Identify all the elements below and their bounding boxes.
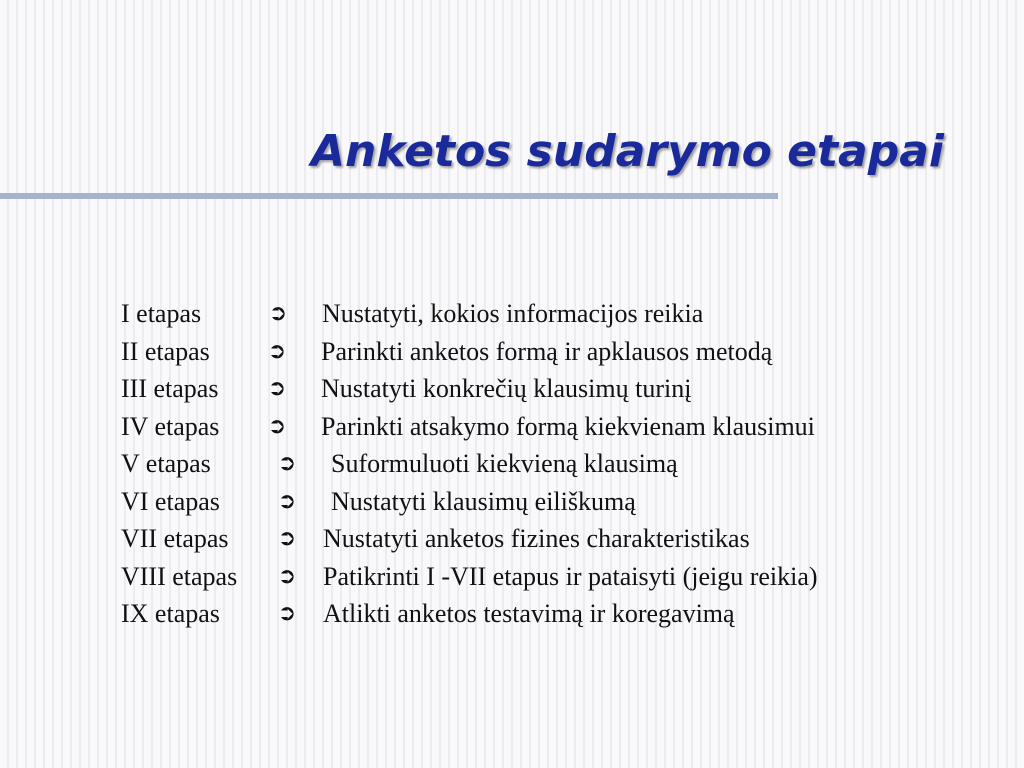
stage-label: I etapas (121, 299, 202, 328)
stage-label: V etapas (121, 449, 211, 478)
stage-text: Nustatyti anketos fizines charakteristikas (323, 524, 750, 553)
arrow-icon: ➲ (277, 563, 297, 589)
stage-text: Nustatyti, kokios informacijos reikia (322, 299, 704, 328)
stage-text: Patikrinti I -VII etapus ir pataisyti (jeigu reikia) (323, 561, 818, 591)
stage-text: Nustatyti konkrečių klausimų turinį (321, 374, 692, 403)
title-underline (0, 193, 778, 199)
stage-label: VIII etapas (121, 561, 238, 591)
stage-label: IV etapas (121, 411, 220, 441)
stage-item (121, 370, 941, 408)
stage-label: IX etapas (121, 599, 220, 628)
stage-item (121, 445, 941, 483)
arrow-icon: ➲ (277, 526, 297, 551)
stage-text: Atlikti anketos testavimą ir koregavimą (323, 599, 735, 628)
arrow-icon: ➲ (277, 451, 297, 476)
arrow-icon: ➲ (267, 376, 287, 401)
arrow-icon: ➲ (277, 488, 297, 514)
stage-item (121, 595, 941, 633)
arrow-icon: ➲ (277, 601, 297, 626)
stage-item (121, 483, 941, 521)
stage-label: VI etapas (121, 486, 220, 516)
stage-item (121, 520, 941, 558)
stage-item (121, 295, 941, 333)
stage-text: Parinkti atsakymo formą kiekvienam klausimui (321, 411, 815, 441)
stage-label: III etapas (121, 374, 219, 403)
stage-label: VII etapas (121, 524, 229, 553)
slide-title: Anketos sudarymo etapai (311, 126, 944, 177)
stage-text: Nustatyti klausimų eiliškumą (331, 486, 636, 516)
stage-text: Suformuluoti kiekvieną klausimą (331, 449, 678, 478)
stage-label: II etapas (121, 336, 210, 366)
stage-list (121, 295, 941, 633)
stage-item (121, 408, 941, 446)
stage-text: Parinkti anketos formą ir apklausos metodą (321, 336, 773, 366)
stage-item (121, 558, 941, 596)
arrow-icon: ➲ (267, 338, 287, 364)
stage-item (121, 333, 941, 371)
arrow-icon: ➲ (267, 413, 287, 439)
arrow-icon: ➲ (268, 301, 288, 326)
